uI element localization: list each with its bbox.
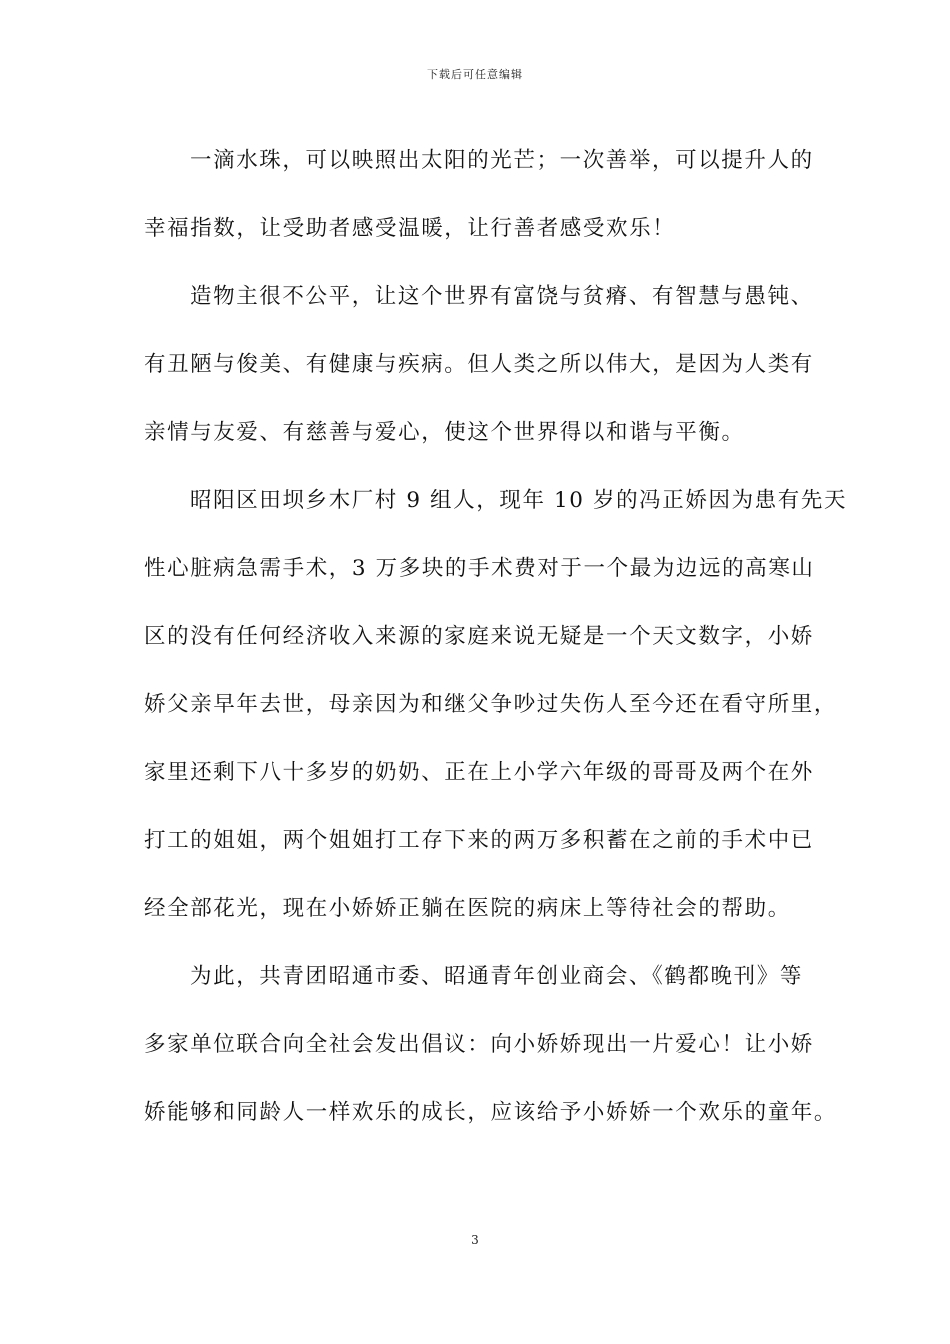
paragraph-line: 为此，共青团昭通市委、昭通青年创业商会、《鹤都晚刊》等: [190, 964, 803, 989]
paragraph-1: [144, 127, 814, 263]
paragraph-line: 性心脏病急需手术，3 万多块的手术费对于一个最为边远的高寒山: [144, 556, 815, 581]
paragraph-line: 有丑陋与俊美、有健康与疾病。但人类之所以伟大，是因为人类有: [144, 352, 814, 377]
paragraph-3: [144, 467, 848, 943]
paragraph-line: 娇父亲早年去世，母亲因为和继父争吵过失伤人至今还在看守所里，: [144, 692, 838, 717]
paragraph-line: 多家单位联合向全社会发出倡议：向小娇娇现出一片爱心！让小娇: [144, 1032, 814, 1057]
paragraph-line: 幸福指数，让受助者感受温暖，让行善者感受欢乐！: [144, 216, 676, 241]
paragraph-line: 打工的姐姐，两个姐姐打工存下来的两万多积蓄在之前的手术中已: [144, 828, 814, 853]
paragraph-line: 一滴水珠，可以映照出太阳的光芒；一次善举，可以提升人的: [190, 148, 814, 173]
paragraph-line: 娇能够和同龄人一样欢乐的成长，应该给予小娇娇一个欢乐的童年。: [144, 1100, 838, 1125]
paragraph-line: 亲情与友爱、有慈善与爱心，使这个世界得以和谐与平衡。: [144, 420, 745, 445]
paragraph-line: 家里还剩下八十多岁的奶奶、正在上小学六年级的哥哥及两个在外: [144, 760, 814, 785]
body-text: [144, 127, 848, 1147]
paragraph-line: 造物主很不公平，让这个世界有富饶与贫瘠、有智慧与愚钝、: [190, 284, 814, 309]
paragraph-line: 经全部花光，现在小娇娇正躺在医院的病床上等待社会的帮助。: [144, 896, 791, 921]
paragraph-4: [144, 943, 838, 1147]
page-number: 3: [471, 1233, 479, 1247]
paragraph-line: 昭阳区田坝乡木厂村 9 组人，现年 10 岁的冯正娇因为患有先天: [190, 488, 848, 513]
paragraph-2: [144, 263, 814, 467]
header-note: 下载后可任意编辑: [427, 68, 523, 81]
paragraph-line: 区的没有任何经济收入来源的家庭来说无疑是一个天文数字，小娇: [144, 624, 814, 649]
